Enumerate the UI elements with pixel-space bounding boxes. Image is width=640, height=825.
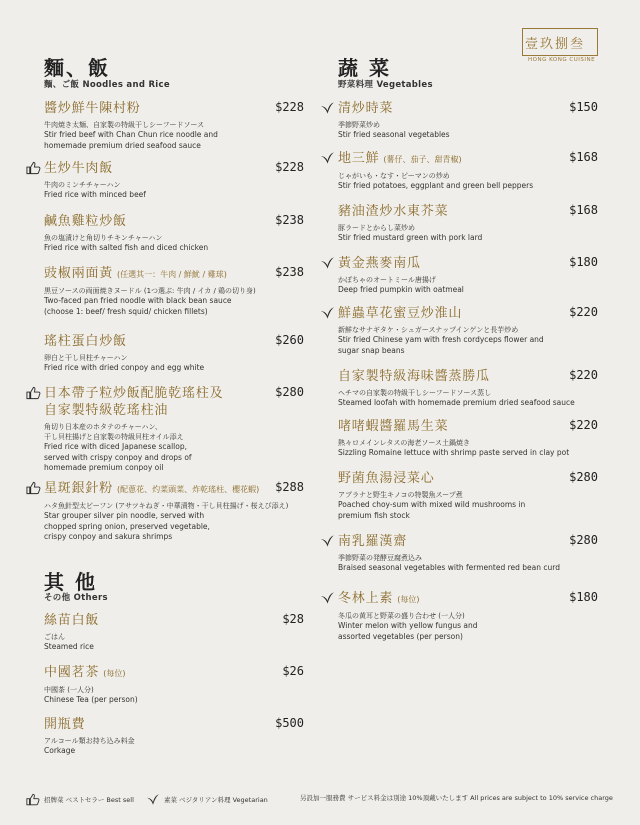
leaf-icon: [320, 306, 335, 320]
dish-price: $280: [569, 533, 598, 547]
dish-description-en: Star grouper silver pin noodle, served with chopped spring onion, preserved vegetable, crispy conpoy and sakura shrimps: [44, 511, 210, 541]
dish-name-text: 鮮蟲草花蜜豆炒淮山: [338, 306, 463, 321]
leaf-icon: [146, 793, 160, 806]
dish-price: $500: [275, 716, 304, 730]
dish-price: $238: [275, 265, 304, 279]
dish-note: (薯仔、茄子、甜青椒): [383, 155, 462, 164]
dish-description-en: Stir fried potatoes, eggplant and green bell peppers: [338, 181, 534, 190]
dish-description-jp: 熱々ロメインレタスの海老ソース土鍋焼き: [338, 439, 471, 447]
legend-vegetarian: [146, 793, 268, 806]
thumbs-up-icon: [26, 481, 41, 495]
dish-name: [338, 100, 598, 117]
dish-description-jp: 牛肉焼き太麺、自家製の特級干しシーフードソース: [44, 121, 205, 129]
section-subtitle-others: その他 Others: [44, 593, 108, 603]
dish-name: [44, 480, 304, 498]
dish-description-jp: アルコール類お持ち込み料金: [44, 737, 135, 745]
dish-name: [44, 213, 304, 230]
thumbs-up-icon: [26, 386, 41, 400]
menu-item: [338, 368, 598, 409]
menu-item: [338, 470, 598, 521]
dish-name-text: 中國茗茶: [44, 665, 100, 680]
dish-description-jp: ハタ魚針型太ビーフン (アサツキねぎ・中華漬物・干し貝柱揚げ・桜えび添え): [44, 502, 289, 510]
menu-item: [338, 590, 598, 642]
dish-name: [338, 470, 598, 487]
dish-description-jp: 新鮮なサナギタケ・シュガースナップインゲンと長芋炒め: [338, 326, 519, 334]
dish-name: [338, 150, 598, 168]
section-title-vegetables: 蔬 菜: [338, 56, 391, 80]
dish-description-en: Fried rice with minced beef: [44, 190, 146, 199]
dish-price: $220: [569, 305, 598, 319]
dish-note: (每位): [103, 669, 126, 678]
dish-name-text: 啫啫蝦醬羅馬生菜: [338, 419, 449, 434]
leaf-icon: [320, 534, 335, 548]
dish-name-text: 黃金燕麥南瓜: [338, 256, 421, 271]
dish-price: $280: [275, 385, 304, 399]
dish-name-text: 鹹魚雞粒炒飯: [44, 214, 127, 229]
menu-item: [338, 100, 598, 141]
dish-name: [44, 265, 304, 283]
dish-note: (每位): [397, 595, 420, 604]
leaf-icon: [320, 256, 335, 270]
dish-name: [338, 590, 598, 608]
dish-name-text: 豬油渣炒水東芥菜: [338, 204, 449, 219]
dish-name: [44, 716, 304, 733]
dish-name: [338, 255, 598, 272]
service-charge-note: [300, 793, 613, 802]
legend-vegetarian-label: 素菜 ベジタリアン料理 Vegetarian: [164, 796, 268, 804]
dish-price: $220: [569, 368, 598, 382]
dish-name-text: 冬林上素: [338, 591, 394, 606]
section-subtitle-noodles-rice: 麵、ご飯 Noodles and Rice: [44, 80, 170, 90]
menu-item: [44, 265, 304, 317]
dish-description-jp: アブラナと野生キノコの特製魚スープ煮: [338, 491, 463, 499]
dish-description-jp: 牛肉のミンチチャーハン: [44, 181, 121, 189]
dish-description-en: Braised seasonal vegetables with fermented red bean curd: [338, 563, 560, 572]
dish-description-jp: かぼちゃのオートミール唐揚げ: [338, 276, 436, 284]
dish-price: $180: [569, 255, 598, 269]
dish-price: $228: [275, 160, 304, 174]
footer-legend: [26, 789, 613, 809]
dish-description-en: Corkage: [44, 746, 76, 755]
menu-item: [338, 203, 598, 244]
menu-item: [44, 664, 304, 706]
dish-name-text: 豉椒兩面黃: [44, 266, 114, 281]
menu-item: [44, 100, 304, 151]
dish-description-jp: 冬瓜の黄耳と野菜の盛り合わせ (一人分): [338, 612, 465, 620]
menu-item: [44, 716, 304, 757]
dish-description-en: Stir fried Chinese yam with fresh cordyceps flower and sugar snap beans: [338, 335, 544, 355]
dish-description-en: Two-faced pan fried noodle with black bean sauce (choose 1: beef/ fresh squid/ chicken fillets): [44, 296, 232, 316]
leaf-icon: [320, 151, 335, 165]
leaf-icon: [320, 101, 335, 115]
dish-price: $168: [569, 150, 598, 164]
dish-description-en: Steamed loofah with homemade premium dried seafood sauce: [338, 398, 575, 407]
dish-name: [44, 385, 304, 419]
dish-description-jp: 卵白と干し貝柱チャーハン: [44, 354, 128, 362]
dish-price: $288: [275, 480, 304, 494]
dish-name-text: 絲苗白飯: [44, 613, 100, 628]
menu-item: [44, 480, 304, 543]
dish-price: $238: [275, 213, 304, 227]
dish-description-jp: 季節野菜の発酵豆腐煮込み: [338, 554, 422, 562]
dish-name: [338, 533, 598, 550]
dish-description-jp: 黒豆ソースの両面焼きヌードル (1つ選ぶ: 牛肉 / イカ / 鶏の切り身): [44, 287, 256, 295]
dish-description-en: Steamed rice: [44, 642, 94, 651]
dish-name: [44, 333, 304, 350]
service-charge-text: 另設加一服務費 サービス料金は別途 10%頂戴いたします All prices are subject to 10% service charge: [300, 794, 613, 802]
dish-description-en: Winter melon with yellow fungus and assorted vegetables (per person): [338, 621, 478, 641]
dish-name-text: 開瓶費: [44, 717, 86, 732]
thumbs-up-icon: [26, 161, 41, 175]
dish-price: $168: [569, 203, 598, 217]
dish-description-jp: じゃがいも・なす・ピーマンの炒め: [338, 172, 450, 180]
logo-subtitle: HONG KONG CUISINE: [528, 57, 596, 63]
dish-name: [44, 612, 304, 629]
dish-description-en: Chinese Tea (per person): [44, 695, 138, 704]
dish-description-en: Poached choy-sum with mixed wild mushrooms in premium fish stock: [338, 500, 526, 520]
dish-description-jp: ヘチマの自家製の特級干しシーフードソース蒸し: [338, 389, 492, 397]
dish-price: $280: [569, 470, 598, 484]
dish-description-jp: 豚ラードとからし菜炒め: [338, 224, 415, 232]
dish-price: $26: [282, 664, 304, 678]
dish-description-jp: 季節野菜炒め: [338, 121, 380, 129]
menu-item: [44, 213, 304, 254]
dish-description-en: Sizzling Romaine lettuce with shrimp paste served in clay pot: [338, 448, 570, 457]
dish-price: $28: [282, 612, 304, 626]
dish-name-text: 星斑銀針粉: [44, 481, 114, 496]
dish-description-en: Fried rice with dried conpoy and egg white: [44, 363, 205, 372]
dish-name-text: 生炒牛肉飯: [44, 161, 114, 176]
legend-best-sell: [26, 793, 134, 806]
menu-item: [44, 333, 304, 374]
dish-name-text: 野菌魚湯浸菜心: [338, 471, 435, 486]
dish-name-text: 南乳羅漢齋: [338, 534, 408, 549]
menu-item: [338, 305, 598, 356]
dish-description-jp: 角切り日本産のホタテのチャーハン、 干し貝柱揚げと自家製の特級貝柱オイル添え: [44, 423, 184, 441]
logo-glyphs: 壹玖捌叁: [525, 37, 586, 52]
dish-description-en: Deep fried pumpkin with oatmeal: [338, 285, 464, 294]
dish-name: [338, 418, 598, 435]
section-title-noodles-rice: 麵、飯: [44, 56, 110, 80]
menu-item: [338, 418, 598, 459]
menu-item: [338, 533, 598, 574]
dish-name-text: 日本帶子粒炒飯配脆乾瑤柱及 自家製特級乾瑤柱油: [44, 386, 224, 418]
dish-price: $180: [569, 590, 598, 604]
legend-best-sell-label: 招牌菜 ベストセラー Best sell: [44, 796, 134, 804]
dish-price: $150: [569, 100, 598, 114]
dish-name: [338, 305, 598, 322]
dish-name: [338, 203, 598, 220]
dish-name-text: 清炒時菜: [338, 101, 394, 116]
dish-name-text: 地三鮮: [338, 151, 380, 166]
dish-price: $260: [275, 333, 304, 347]
leaf-icon: [320, 591, 335, 605]
thumbs-up-icon: [26, 793, 40, 806]
dish-description-jp: 中國茶 (一人分): [44, 686, 94, 694]
menu-item: [338, 150, 598, 192]
dish-name: [44, 100, 304, 117]
restaurant-logo: [522, 28, 598, 68]
menu-item: [44, 385, 304, 474]
dish-description-en: Stir fried mustard green with pork lard: [338, 233, 483, 242]
dish-description-en: Fried rice with salted fish and diced chicken: [44, 243, 209, 252]
dish-description-en: Stir fried beef with Chan Chun rice noodle and homemade premium dried seafood sauce: [44, 130, 218, 150]
menu-item: [338, 255, 598, 296]
section-subtitle-vegetables: 野菜料理 Vegetables: [338, 80, 433, 90]
menu-item: [44, 612, 304, 653]
dish-name: [338, 368, 598, 385]
dish-description-jp: ごはん: [44, 633, 65, 641]
dish-description-en: Fried rice with diced Japanese scallop, served with crispy conpoy and drops of homemade premium conpoy oil: [44, 442, 192, 472]
dish-note: (配蔥花、灼菜頭菜、炸乾瑤柱、櫻花蝦): [117, 485, 260, 494]
dish-name-text: 自家製特級海味醬蒸勝瓜: [338, 369, 490, 384]
dish-price: $220: [569, 418, 598, 432]
dish-name: [44, 160, 304, 177]
dish-note: (任選其一：牛肉 / 鮮魷 / 雞球): [117, 270, 227, 279]
dish-name: [44, 664, 304, 682]
dish-name-text: 瑤柱蛋白炒飯: [44, 334, 127, 349]
section-title-others: 其 他: [44, 570, 97, 594]
dish-name-text: 醬炒鮮牛陳村粉: [44, 101, 141, 116]
dish-price: $228: [275, 100, 304, 114]
dish-description-jp: 魚の塩漬けと角切りチキンチャーハン: [44, 234, 163, 242]
menu-item: [44, 160, 304, 201]
dish-description-en: Stir fried seasonal vegetables: [338, 130, 450, 139]
